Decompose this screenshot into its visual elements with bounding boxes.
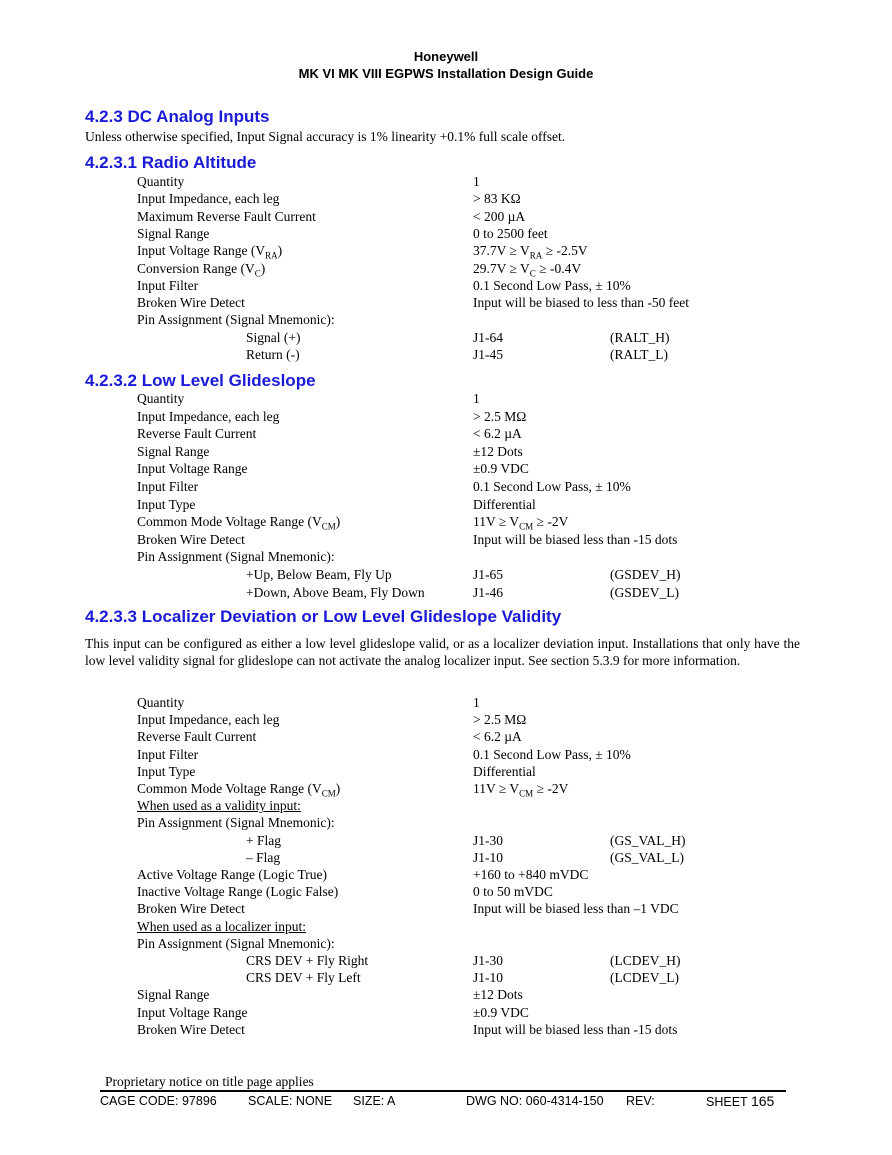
spec-label: Broken Wire Detect <box>137 295 245 311</box>
spec-label: Input Impedance, each leg <box>137 408 280 424</box>
spec-value: $29.7V \ge V_C \ge -0.4V$ <box>473 260 582 279</box>
spec-row <box>0 460 892 477</box>
spec-value: 1 <box>473 695 480 710</box>
spec-value: +160 to +840 mVDC <box>473 867 589 882</box>
spec-label: Input Impedance, each leg <box>137 712 280 728</box>
spec-row <box>0 849 892 866</box>
spec-label: CRS DEV + Fly Left <box>246 970 361 986</box>
spec-row <box>0 883 892 900</box>
spec-row <box>0 584 892 601</box>
spec-row <box>0 294 892 311</box>
spec-row <box>0 346 892 363</box>
paragraph-localizer: This input can be configured as either a low level glideslope valid, or as a localizer deviation input. Installations that only have the low level validity signal for glideslope can not activate the analog localizer input. See section 5.3.9 for more information. <box>85 636 800 668</box>
spec-label: – Flag <box>246 849 281 865</box>
spec-row <box>0 390 892 407</box>
spec-label: When used as a validity input: <box>137 798 301 814</box>
spec-row <box>0 496 892 513</box>
spec-label: Broken Wire Detect <box>137 531 245 547</box>
spec-value: < 6.2 µA <box>473 426 522 442</box>
spec-value: > 83 KΩ <box>473 191 521 207</box>
spec-label: Input Filter <box>137 746 199 762</box>
footer-rule <box>100 1090 786 1092</box>
spec-row <box>0 548 892 565</box>
spec-label: Broken Wire Detect <box>137 901 245 917</box>
spec-row <box>0 694 892 711</box>
intro-text: Unless otherwise specified, Input Signal accuracy is 1% linearity +0.1% full scale offset. <box>85 129 566 144</box>
spec-label: Signal (+) <box>246 329 301 345</box>
spec-label: Quantity <box>137 695 185 710</box>
spec-label: Signal Range <box>137 443 210 459</box>
spec-value: J1-10 <box>473 849 503 865</box>
spec-label: Pin Assignment (Signal Mnemonic): <box>137 935 335 951</box>
header-company: Honeywell <box>413 49 479 64</box>
spec-row <box>0 935 892 952</box>
spec-row <box>0 531 892 548</box>
spec-row <box>0 763 892 780</box>
spec-value: J1-64 <box>473 329 503 345</box>
spec-value: ±0.9 VDC <box>473 1004 529 1020</box>
size: SIZE: A <box>353 1094 396 1108</box>
spec-row <box>0 1021 892 1038</box>
spec-value: > 2.5 MΩ <box>473 712 527 728</box>
spec-value: > 2.5 MΩ <box>473 408 527 424</box>
spec-label: Input Voltage Range <box>137 1004 248 1020</box>
spec-label: Input Voltage Range <box>137 461 248 477</box>
spec-value: Differential <box>473 763 536 779</box>
spec-label: Input Type <box>137 496 196 512</box>
spec-value: 0 to 2500 feet <box>473 225 548 241</box>
spec-label: Input Impedance, each leg <box>137 191 280 207</box>
spec-value: Input will be biased less than -15 dots <box>473 531 678 547</box>
page-number: 165 <box>750 1093 775 1109</box>
signal-mnemonic: (RALT_H) <box>610 329 670 345</box>
spec-row <box>0 797 892 814</box>
spec-value: Input will be biased less than –1 VDC <box>473 901 679 917</box>
spec-row <box>0 866 892 883</box>
spec-row <box>0 986 892 1003</box>
spec-value: J1-45 <box>473 347 503 362</box>
spec-value: J1-65 <box>473 567 503 582</box>
spec-value: Input will be biased to less than -50 feet <box>473 295 689 311</box>
spec-label: Pin Assignment (Signal Mnemonic): <box>137 815 335 831</box>
spec-row <box>0 173 892 190</box>
spec-row <box>0 408 892 425</box>
spec-label: Reverse Fault Current <box>137 729 257 745</box>
spec-row <box>0 900 892 917</box>
spec-label: Pin Assignment (Signal Mnemonic): <box>137 549 335 565</box>
spec-label: Input Type <box>137 763 196 779</box>
proprietary-notice: Proprietary notice on title page applies <box>105 1074 314 1089</box>
spec-row <box>0 425 892 442</box>
spec-value: < 200 µA <box>473 208 526 224</box>
spec-row <box>0 780 892 797</box>
spec-row <box>0 277 892 294</box>
spec-label: Input Voltage Range $(V_{RA})$ <box>137 243 283 261</box>
spec-label: Pin Assignment (Signal Mnemonic): <box>137 312 335 328</box>
spec-value: Input will be biased less than -15 dots <box>473 1021 678 1037</box>
spec-value: 0.1 Second Low Pass, ± 10% <box>473 479 631 494</box>
spec-value: $37.7V \ge V_{RA} \ge -2.5V$ <box>473 243 588 261</box>
spec-label: + Flag <box>246 832 281 848</box>
spec-label: Broken Wire Detect <box>137 1021 245 1037</box>
spec-row <box>0 260 892 277</box>
spec-value: < 6.2 µA <box>473 729 522 745</box>
spec-value: J1-30 <box>473 953 503 968</box>
spec-label: Signal Range <box>137 225 210 241</box>
signal-mnemonic: (LCDEV_L) <box>610 970 679 986</box>
spec-row <box>0 711 892 728</box>
spec-row <box>0 208 892 225</box>
drawing-number: DWG NO: 060-4314-150 <box>466 1094 604 1108</box>
spec-value: ±12 Dots <box>473 987 523 1003</box>
spec-label: Input Filter <box>137 277 199 293</box>
spec-label: Input Filter <box>137 479 199 494</box>
signal-mnemonic: (RALT_L) <box>610 347 668 362</box>
spec-row <box>0 832 892 849</box>
spec-value: $11V \ge V_{CM} \ge -2V$ <box>473 514 569 532</box>
spec-row <box>0 242 892 259</box>
spec-row <box>0 225 892 242</box>
signal-mnemonic: (LCDEV_H) <box>610 953 681 968</box>
spec-label: Quantity <box>137 391 185 406</box>
spec-value: ±12 Dots <box>473 443 523 459</box>
spec-label: Inactive Voltage Range (Logic False) <box>137 884 339 900</box>
heading-4-2-3-1: 4.2.3.1 Radio Altitude <box>85 153 257 172</box>
heading-4-2-3: 4.2.3 DC Analog Inputs <box>85 107 270 126</box>
spec-label: Common Mode Voltage Range $(V_{CM})$ <box>137 781 341 799</box>
spec-value: $11V \ge V_{CM} \ge -2V$ <box>473 781 569 799</box>
signal-mnemonic: (GS_VAL_L) <box>610 849 684 865</box>
spec-row <box>0 478 892 495</box>
scale: SCALE: NONE <box>248 1094 333 1108</box>
spec-value: 0 to 50 mVDC <box>473 884 553 900</box>
spec-label: When used as a localizer input: <box>137 918 307 934</box>
signal-mnemonic: (GSDEV_L) <box>610 584 679 600</box>
spec-row <box>0 746 892 763</box>
spec-label: +Up, Below Beam, Fly Up <box>246 567 392 582</box>
spec-label: CRS DEV + Fly Right <box>246 953 369 968</box>
spec-row <box>0 311 892 328</box>
spec-row <box>0 814 892 831</box>
spec-row <box>0 918 892 935</box>
spec-row <box>0 1004 892 1021</box>
spec-row <box>0 952 892 969</box>
spec-value: 0.1 Second Low Pass, ± 10% <box>473 746 631 762</box>
heading-4-2-3-3: 4.2.3.3 Localizer Deviation or Low Level Glideslope Validity <box>85 607 562 626</box>
spec-value: J1-10 <box>473 970 503 986</box>
signal-mnemonic: (GSDEV_H) <box>610 567 681 582</box>
spec-label: Conversion Range $(V_C)$ <box>137 260 266 279</box>
header-title: MK VI MK VIII EGPWS Installation Design Guide <box>298 66 594 81</box>
spec-row <box>0 969 892 986</box>
sheet-label: SHEET <box>706 1095 748 1109</box>
spec-value: Differential <box>473 496 536 512</box>
spec-row <box>0 190 892 207</box>
spec-row <box>0 513 892 530</box>
signal-mnemonic: (GS_VAL_H) <box>610 832 686 848</box>
spec-value: 0.1 Second Low Pass, ± 10% <box>473 277 631 293</box>
spec-value: 1 <box>473 391 480 406</box>
spec-row <box>0 728 892 745</box>
spec-row <box>0 566 892 583</box>
revision: REV: <box>626 1094 655 1108</box>
spec-label: Signal Range <box>137 987 210 1003</box>
spec-value: J1-46 <box>473 584 503 600</box>
spec-label: Reverse Fault Current <box>137 426 257 442</box>
spec-value: 1 <box>473 174 480 189</box>
spec-value: ±0.9 VDC <box>473 461 529 477</box>
spec-label: Active Voltage Range (Logic True) <box>137 867 327 882</box>
heading-4-2-3-2: 4.2.3.2 Low Level Glideslope <box>85 371 316 390</box>
spec-row <box>0 443 892 460</box>
sheet-number <box>706 1093 774 1110</box>
spec-label: +Down, Above Beam, Fly Down <box>246 584 425 600</box>
spec-label: Quantity <box>137 174 185 189</box>
spec-label: Common Mode Voltage Range $(V_{CM})$ <box>137 514 341 532</box>
cage-code: CAGE CODE: 97896 <box>100 1094 217 1108</box>
spec-row <box>0 329 892 346</box>
spec-label: Return (-) <box>246 347 300 362</box>
spec-label: Maximum Reverse Fault Current <box>137 208 316 224</box>
spec-value: J1-30 <box>473 832 503 848</box>
